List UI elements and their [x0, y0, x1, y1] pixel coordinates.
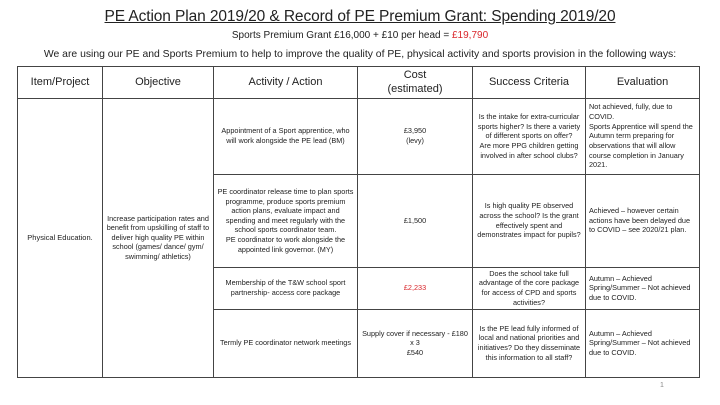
header-cost-line2: (estimated) — [387, 83, 443, 96]
evaluation-cell: Achieved – however certain actions have been delayed due to COVID – see 2020/21 plan. — [586, 174, 700, 267]
activity-text: PE coordinator release time to plan sports programme, produce sports premium action plans, evaluate impact and spending and meet regularly with the school sports coordinator team. — [217, 186, 354, 235]
success-text: Are more PPG children getting involved in after school clubs? — [479, 140, 579, 160]
evaluation-cell — [586, 309, 700, 377]
header-evaluation: Evaluation — [586, 67, 700, 99]
document-title: PE Action Plan 2019/20 & Record of PE Premium Grant: Spending 2019/20 — [104, 8, 616, 25]
success-criteria-cell — [473, 98, 586, 174]
cost-note: (levy) — [406, 136, 424, 146]
cost-value: £3,950 — [403, 126, 427, 136]
success-criteria-cell: Does the school take full advantage of the core package for access of CPD and sports activities? — [473, 267, 586, 309]
evaluation-text: Autumn – Achieved — [589, 328, 652, 338]
header-item-project: Item/Project — [18, 67, 103, 99]
cost-cell — [358, 98, 473, 174]
success-criteria-cell: Is high quality PE observed across the school? Is the grant effectively spent and demonstrates impact for pupils? — [473, 174, 586, 267]
evaluation-text: Not achieved, fully, due to COVID. — [589, 102, 673, 122]
activity-text: PE coordinator to work alongside the appointed link governor. (MY) — [225, 235, 346, 254]
evaluation-text: Spring/Summer – Not achieved due to COVID. — [589, 283, 691, 302]
activity-cell — [214, 174, 358, 267]
evaluation-cell — [586, 267, 700, 309]
evaluation-text: Autumn – Achieved — [589, 273, 652, 283]
cost-value: £540 — [406, 347, 424, 357]
header-activity: Activity / Action — [214, 67, 358, 99]
objective-cell: Increase participation rates and benefit from upskilling of staff to deliver high quality PE within school (games/ dance/ gym/ swimming/ athletics) — [103, 98, 214, 377]
evaluation-text: Spring/Summer – Not achieved due to COVID. — [589, 338, 691, 357]
evaluation-cell — [586, 98, 700, 174]
grant-formula: Sports Premium Grant £16,000 + £10 per head = — [231, 30, 452, 41]
activity-cell: Membership of the T&W school sport partnership- access core package — [214, 267, 358, 309]
header-cost — [358, 67, 473, 99]
intro-text: We are using our PE and Sports Premium to help to improve the quality of PE, physical activity and sports provision in the following ways: — [43, 49, 677, 60]
success-criteria-cell: Is the PE lead fully informed of local and national priorities and initiatives? Do they disseminate this information to all staff? — [473, 309, 586, 377]
cost-cell — [358, 309, 473, 377]
page-number: 1 — [660, 382, 664, 389]
cost-cell: £2,233 — [358, 267, 473, 309]
grant-total: £19,790 — [451, 30, 489, 41]
evaluation-text: Sports Apprentice will spend the Autumn term preparing for observations that will allow course completion in January 2021. — [589, 121, 693, 170]
pe-action-plan-table — [17, 66, 700, 378]
cost-note: Supply cover if necessary - £180 x 3 — [362, 328, 468, 348]
header-success-criteria: Success Criteria — [473, 67, 586, 99]
table-header-row — [18, 67, 700, 99]
success-text: Is the intake for extra-curricular sports higher? Is there a variety of different sports on offer? — [477, 112, 581, 141]
header-objective: Objective — [103, 67, 214, 99]
item-project-cell: Physical Education. — [18, 98, 103, 377]
header-cost-line1: Cost — [403, 69, 427, 81]
table-row — [18, 98, 700, 174]
activity-cell: Termly PE coordinator network meetings — [214, 309, 358, 377]
grant-summary — [0, 30, 720, 41]
activity-cell: Appointment of a Sport apprentice, who will work alongside the PE lead (BM) — [214, 98, 358, 174]
cost-cell: £1,500 — [358, 174, 473, 267]
